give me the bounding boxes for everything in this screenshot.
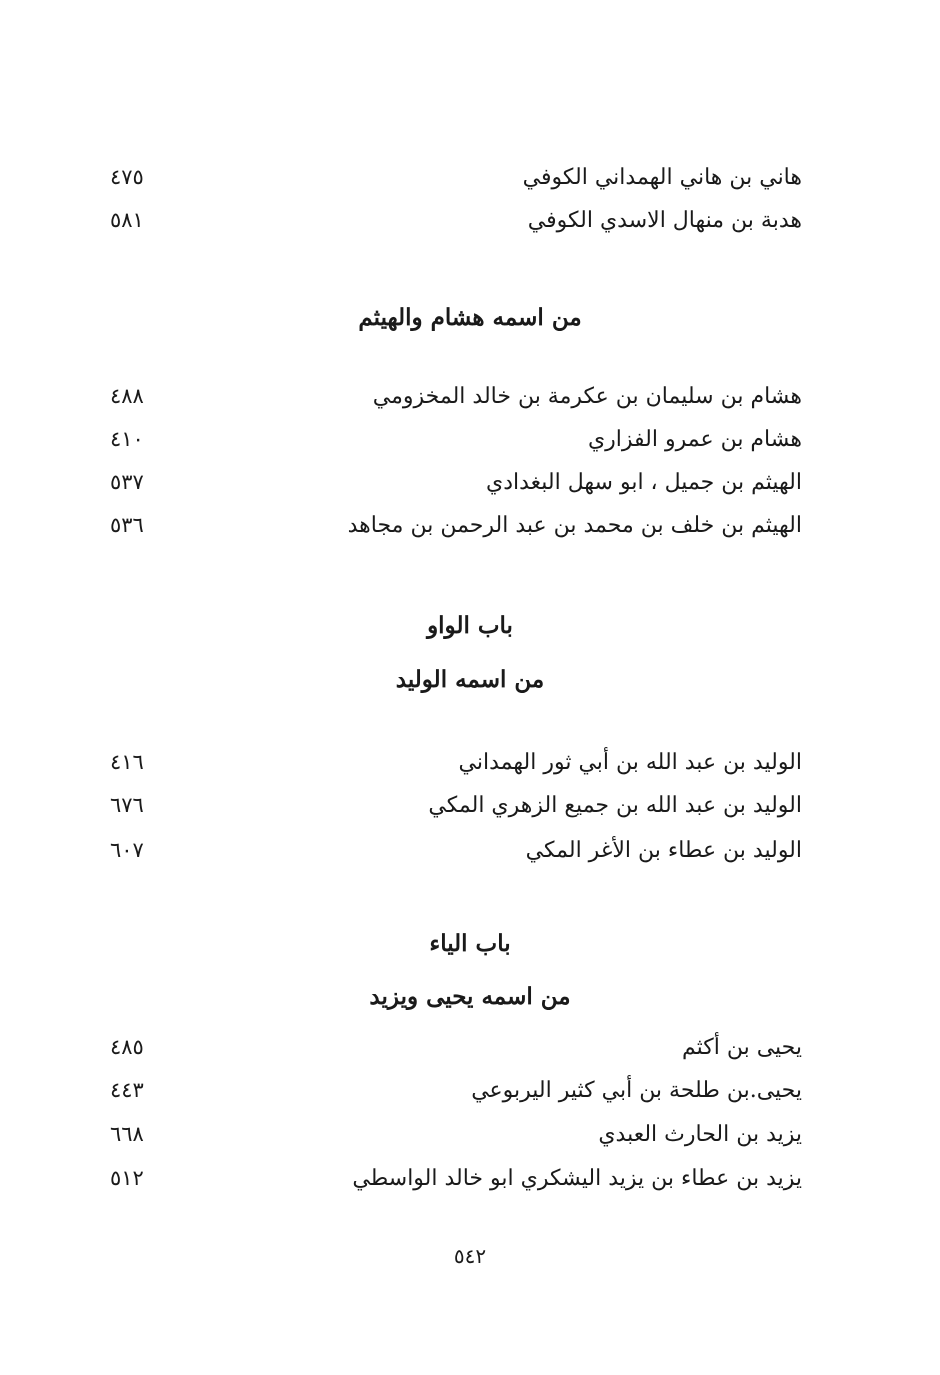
entry-page-number: ٥٣٧: [110, 470, 144, 494]
index-entry: [110, 785, 802, 825]
index-entry: [110, 742, 802, 782]
index-entry: [110, 419, 802, 459]
entry-page-number: ٤٧٥: [110, 165, 144, 189]
entry-page-number: ٤١٠: [110, 427, 144, 451]
index-entry: [110, 1070, 802, 1110]
entry-name: هدبة بن منهال الاسدي الكوفي: [527, 207, 802, 233]
index-entry: [110, 830, 802, 870]
entry-name: الهيثم بن خلف بن محمد بن عبد الرحمن بن مجاهد: [347, 512, 802, 538]
entry-name: الوليد بن عطاء بن الأغر المكي: [525, 837, 802, 863]
entry-name: هشام بن عمرو الفزاري: [587, 426, 802, 452]
entry-page-number: ٤٨٨: [110, 384, 144, 408]
entry-name: هاني بن هاني الهمداني الكوفي: [522, 164, 802, 190]
entry-page-number: ٤١٦: [110, 750, 144, 774]
section-heading: من اسمه الوليد: [395, 666, 545, 693]
index-entry: [110, 376, 802, 416]
page-number: ٥٤٢: [453, 1244, 487, 1268]
entry-name: يزيد بن الحارث العبدي: [598, 1121, 802, 1147]
section-heading: من اسمه يحيى ويزيد: [369, 983, 571, 1010]
chapter-heading: باب الياء: [429, 930, 511, 957]
entry-page-number: ٥٨١: [110, 208, 144, 232]
entry-name: الوليد بن عبد الله بن جميع الزهري المكي: [428, 792, 802, 818]
entry-name: الهيثم بن جميل ، ابو سهل البغدادي: [485, 469, 802, 495]
entry-name: يزيد بن عطاء بن يزيد اليشكري ابو خالد الواسطي: [352, 1165, 802, 1191]
index-entry: [110, 462, 802, 502]
entry-page-number: ٤٨٥: [110, 1035, 144, 1059]
index-entry: [110, 1027, 802, 1067]
entry-page-number: ٥٣٦: [110, 513, 144, 537]
entry-page-number: ٦٦٨: [110, 1122, 144, 1146]
entry-name: يحيى بن أكثم: [681, 1034, 802, 1060]
entry-name: هشام بن سليمان بن عكرمة بن خالد المخزومي: [372, 383, 802, 409]
entry-page-number: ٦٠٧: [110, 838, 144, 862]
index-entry: [110, 1158, 802, 1198]
chapter-heading: باب الواو: [427, 612, 513, 639]
entry-name: يحيى.بن طلحة بن أبي كثير اليربوعي: [471, 1077, 802, 1103]
entry-page-number: ٥١٢: [110, 1166, 144, 1190]
index-entry: [110, 157, 802, 197]
entry-name: الوليد بن عبد الله بن أبي ثور الهمداني: [458, 749, 802, 775]
index-entry: [110, 200, 802, 240]
index-entry: [110, 1114, 802, 1154]
index-entry: [110, 505, 802, 545]
entry-page-number: ٦٧٦: [110, 793, 144, 817]
entry-page-number: ٤٤٣: [110, 1078, 144, 1102]
section-heading: من اسمه هشام والهيثم: [358, 304, 582, 331]
